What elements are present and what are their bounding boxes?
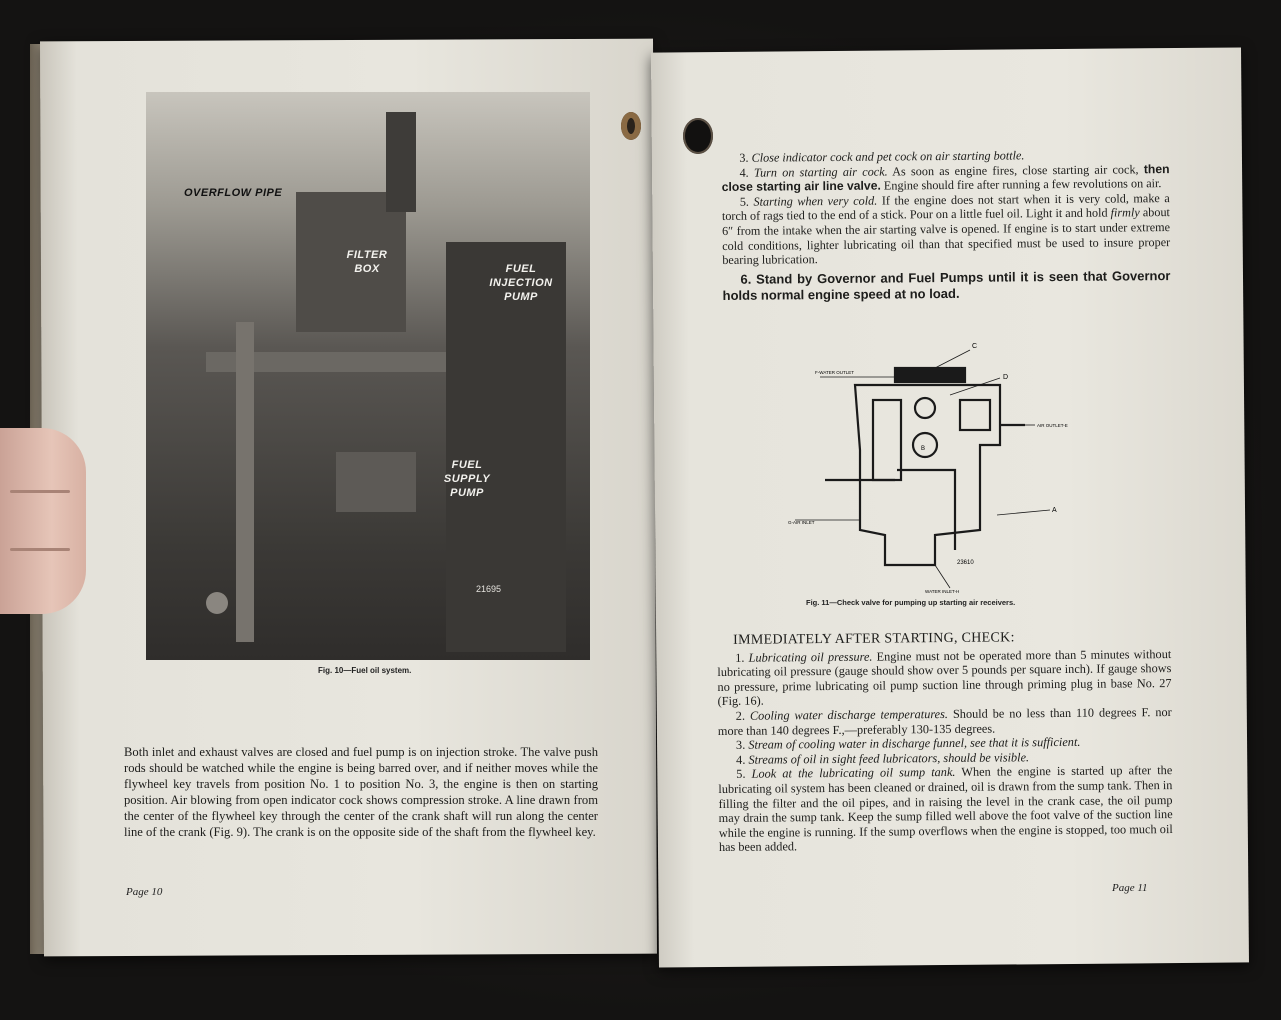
- check-4-number: 4.: [736, 752, 746, 767]
- step-5-text-a: If the engine does not start when it is very cold, make a torch of rags tied to the end of a stick. Pour on a little fuel oil. Light it and hold: [721, 190, 1170, 224]
- left-body-paragraph: Both inlet and exhaust valves are closed and fuel pump is on injection stroke. The valve push rods should be watched while the engine is being barred over, and if neither moves while the flywheel key travels from position No. 1 to position No. 3, the engine is then on starting position. Air blowing from open indicator cock shows compression stroke. A line drawn from the center of the flywheel key through the center of the crank shaft will run along the center line of the crank (Fig. 9). The crank is on the opposite side of the shaft from the flywheel key.: [124, 745, 598, 840]
- step-4-number: 4.: [739, 165, 749, 180]
- valve-body-outline: [855, 385, 1000, 565]
- filter-box-label: FILTER BOX: [346, 249, 388, 275]
- label-c: C: [972, 343, 978, 350]
- checklist-heading: IMMEDIATELY AFTER STARTING, CHECK:: [733, 630, 1015, 648]
- check-1-number: 1.: [735, 650, 745, 665]
- step-5-text-b: about 6″ from the intake when the air starting valve is opened. If engine is to start under extreme cold conditions, lighter lubricating oil than that specified must be used to insure proper bearing lubrication.: [721, 205, 1171, 268]
- check-2-text: Should be no less than 110 degrees F. nor more than 140 degrees F.,—preferably 130-135 degrees.: [717, 704, 1172, 738]
- photo-number: 21695: [476, 584, 502, 594]
- left-chamber: [873, 400, 901, 480]
- fuel-injection-pump-label: FUEL INJECTION PUMP: [489, 263, 553, 303]
- label-b: B: [921, 446, 926, 452]
- finger-crease: [10, 548, 70, 551]
- check-3-number: 3.: [735, 737, 746, 752]
- check-5-number: 5.: [736, 767, 746, 782]
- label-d: D: [1003, 374, 1009, 381]
- label-water-inlet: WATER INLET-H: [925, 589, 960, 594]
- fig-10-caption: Fig. 10—Fuel oil system.: [318, 666, 412, 675]
- valve-cap: [895, 368, 965, 382]
- label-water-outlet: F-WATER OUTLET: [815, 370, 854, 375]
- step-4-text-b: Engine should fire after running a few revolutions on air.: [880, 176, 1162, 193]
- label-a: A: [1052, 507, 1057, 514]
- label-air-outlet: AIR OUTLET-E: [1037, 423, 1068, 428]
- valve-wheel-shape: [206, 592, 228, 614]
- page-number-right: Page 11: [1112, 882, 1148, 894]
- label-air-inlet: G-AIR INLET: [788, 520, 815, 525]
- internal-passage: [897, 470, 955, 550]
- overflow-pipe-label: OVERFLOW PIPE: [184, 187, 283, 199]
- right-chamber: [960, 400, 990, 430]
- check-2: [718, 705, 1172, 738]
- holding-hand: [0, 428, 86, 614]
- vertical-pipe-shape: [236, 322, 254, 642]
- step-5: [722, 191, 1171, 268]
- check-ball: [913, 433, 937, 457]
- fuel-supply-pump-label: FUEL SUPPLY PUMP: [443, 459, 491, 499]
- step-6: 6. Stand by Governor and Fuel Pumps until it is seen that Governor holds normal engine speed at no load.: [722, 267, 1171, 303]
- lever-shape: [386, 112, 416, 212]
- check-4-title: Streams of oil in sight feed lubricators, should be visible.: [748, 750, 1030, 767]
- fuel-supply-pump-shape: [336, 452, 416, 512]
- step-4-text-a: As soon as engine fires, close starting air cock,: [887, 161, 1144, 179]
- check-valve-diagram: [785, 330, 1115, 595]
- binder-hole-left: [621, 112, 641, 140]
- check-2-title: Cooling water discharge temperatures.: [749, 706, 949, 723]
- check-2-number: 2.: [735, 708, 746, 723]
- check-5-title: Look at the lubricating oil sump tank.: [751, 765, 956, 782]
- fig-11-caption: Fig. 11—Check valve for pumping up starting air receivers.: [806, 598, 1016, 607]
- check-1-title: Lubricating oil pressure.: [748, 649, 873, 665]
- leader-a: [997, 510, 1050, 515]
- page-number-left: Page 10: [126, 886, 163, 898]
- thumb-crease: [10, 490, 70, 493]
- step-3-text: Close indicator cock and pet cock on air starting bottle.: [751, 148, 1025, 165]
- step-4: [721, 162, 1169, 195]
- check-3-title: Stream of cooling water in discharge funnel, see that it is sufficient.: [748, 734, 1081, 752]
- check-1-text: Engine must not be operated more than 5 minutes without lubricating oil pressure (gauge should show over 5 pounds per square inch). If gauge shows no pressure, prime lubricating oil pump suction line through priming plug in base No. 27 (Fig. 16).: [717, 646, 1172, 709]
- diagram-number: 23610: [957, 560, 974, 566]
- upper-ball: [915, 398, 935, 418]
- leader-water-inlet: [935, 565, 950, 588]
- check-5-text: When the engine is started up after the lubricating oil system has been cleaned or drained, oil is drawn from the sump tank. Then in filling the filter and the oil pipes, and in raising the level in the crank case, the oil pump may drain the sump tank. Keep the sump filled well above the foot valve of the suction line while the engine is running. If the sump overflows when the engine is stopped, too much oil has been added.: [718, 763, 1173, 855]
- step-5-italic: firmly: [1110, 205, 1140, 220]
- after-starting-checklist: [717, 630, 1173, 855]
- starting-steps: [721, 147, 1170, 304]
- step-4-bold: then close starting air line valve.: [721, 161, 1170, 195]
- fuel-oil-system-photo: [146, 92, 590, 660]
- step-4-title: Turn on starting air cock.: [753, 164, 888, 180]
- check-5: [718, 763, 1173, 855]
- step-5-title: Starting when very cold.: [753, 193, 878, 209]
- check-1: [717, 647, 1171, 709]
- leader-c: [935, 350, 970, 368]
- step-5-number: 5.: [739, 194, 749, 209]
- binder-hole-right: [683, 118, 713, 154]
- step-3-number: 3.: [739, 150, 749, 165]
